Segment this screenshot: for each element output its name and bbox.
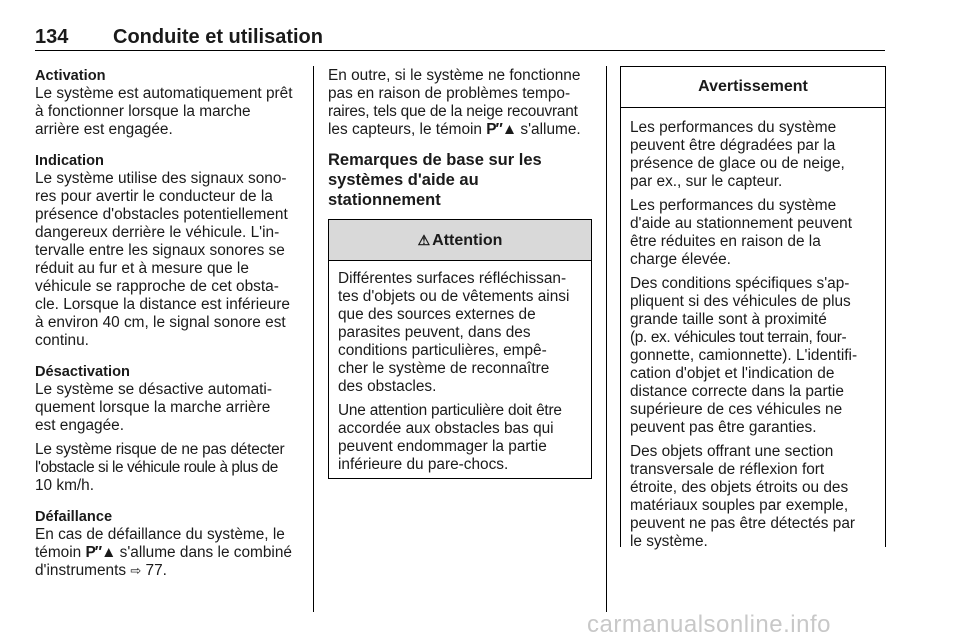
- section-heading: Défaillance: [35, 509, 113, 525]
- page-header: [35, 26, 885, 51]
- text-line: tes d'objets ou de vêtements ainsi: [338, 288, 570, 305]
- text-fragment: s'allume dans le combiné: [115, 544, 292, 561]
- page-number: 134: [35, 26, 69, 48]
- page-reference-link[interactable]: 77.: [141, 562, 167, 579]
- text-line: peuvent pas être garanties.: [630, 419, 817, 436]
- text-line: grande taille sont à proximité: [630, 311, 827, 328]
- text-line: [328, 121, 593, 139]
- text-line: être réduites en raison de la: [630, 233, 821, 250]
- watermark: carmanualsonline.info: [587, 611, 831, 638]
- text-line: continu.: [35, 332, 89, 349]
- text-line: conditions particulières, empê-: [338, 342, 547, 359]
- text-line: stationnement: [328, 191, 441, 209]
- text-line: quement lorsque la marche arrière: [35, 399, 271, 416]
- intro-text: [328, 67, 593, 139]
- text-line: Une attention particulière doit être: [338, 402, 562, 419]
- column-left: [35, 67, 300, 593]
- text-line: 10 km/h.: [35, 477, 95, 494]
- section-heading: Désactivation: [35, 364, 130, 380]
- text-line: parasites peuvent, dans des: [338, 324, 531, 341]
- text-line: Des objets offrant une section: [630, 443, 834, 460]
- text-line: véhicule se rapproche de cet obsta-: [35, 278, 279, 295]
- text-line: Remarques de base sur les: [328, 151, 542, 169]
- text-line: que des sources externes de: [338, 306, 536, 323]
- text-line: cher le système de reconnaître: [338, 360, 550, 377]
- section-defaillance: [35, 508, 300, 580]
- attention-box-header: [329, 220, 591, 261]
- text-line: Le système risque de ne pas détecter: [35, 441, 285, 458]
- text-line: pas en raison de problèmes tempo-: [328, 85, 571, 102]
- text-line: arrière est engagée.: [35, 121, 173, 138]
- warning-text: [630, 119, 876, 191]
- text-fragment: témoin: [35, 544, 86, 561]
- text-line: Des conditions spécifiques s'ap-: [630, 275, 850, 292]
- text-line: tervalle entre les signaux sonores se: [35, 242, 285, 259]
- text-line: réduit au fur et à mesure que le: [35, 260, 249, 277]
- text-line: Les performances du système: [630, 197, 837, 214]
- text-line: à fonctionner lorsque la marche: [35, 103, 251, 120]
- page-reference-arrow-icon[interactable]: ⇨: [130, 563, 142, 578]
- text-line: d'aide au stationnement peuvent: [630, 215, 852, 232]
- text-line: charge élevée.: [630, 251, 731, 268]
- section-text: [35, 170, 300, 350]
- text-line: En outre, si le système ne fonctionne: [328, 67, 581, 84]
- text-fragment: s'allume.: [516, 121, 581, 138]
- attention-box: [328, 219, 592, 479]
- text-line: dangereux derrière le véhicule. L'in-: [35, 224, 280, 241]
- text-line: (p. ex. véhicules tout terrain, four-: [630, 329, 847, 346]
- attention-title: Attention: [432, 232, 503, 249]
- text-line: supérieure de ces véhicules ne: [630, 401, 843, 418]
- text-line: des obstacles.: [338, 378, 437, 395]
- attention-box-body: [329, 261, 591, 474]
- section-desactivation: [35, 363, 300, 495]
- text-line: Le système se désactive automati-: [35, 381, 272, 398]
- section-text: [35, 441, 300, 495]
- warning-text: [630, 197, 876, 269]
- text-line: peuvent ne pas être détectés par: [630, 515, 856, 532]
- parking-assist-indicator-icon: P″▲: [85, 544, 116, 561]
- column-divider-right: [606, 66, 607, 612]
- section-text: [35, 85, 300, 139]
- text-line: peuvent endommager la partie: [338, 438, 547, 455]
- section-heading: Activation: [35, 68, 106, 84]
- text-line: gonnette, camionnette). L'identifi-: [630, 347, 858, 364]
- column-divider-left: [313, 66, 314, 612]
- text-line: systèmes d'aide au: [328, 171, 479, 189]
- text-line: présence de glace ou de neige,: [630, 155, 845, 172]
- text-line: présence d'obstacles potentiellement: [35, 206, 288, 223]
- text-line: est engagée.: [35, 417, 124, 434]
- column-middle: [328, 67, 593, 210]
- section-heading-remarques: [328, 150, 593, 210]
- text-line: l'obstacle si le véhicule roule à plus de: [35, 459, 278, 476]
- text-line: inférieure du pare-chocs.: [338, 456, 509, 473]
- text-fragment: les capteurs, le témoin: [328, 121, 487, 138]
- text-line: peuvent être dégradées par la: [630, 137, 836, 154]
- attention-text: [338, 402, 582, 474]
- warning-box-body: [621, 108, 885, 551]
- section-activation: [35, 67, 300, 139]
- text-line: Différentes surfaces réfléchissan-: [338, 270, 567, 287]
- warning-triangle-icon: ⚠: [417, 232, 431, 248]
- text-line: accordée aux obstacles bas qui: [338, 420, 554, 437]
- text-line: par ex., sur le capteur.: [630, 173, 783, 190]
- section-indication: [35, 152, 300, 350]
- section-text: [35, 381, 300, 435]
- text-line: res pour avertir le conducteur de la: [35, 188, 273, 205]
- text-line: raires, tels que de la neige recouvrant: [328, 103, 578, 120]
- warning-text: [630, 275, 876, 437]
- text-line: distance correcte dans la partie: [630, 383, 844, 400]
- section-heading: Indication: [35, 153, 104, 169]
- text-line: Le système utilise des signaux sono-: [35, 170, 287, 187]
- parking-assist-indicator-icon: P″▲: [486, 121, 517, 138]
- warning-box-header: Avertissement: [621, 67, 885, 108]
- text-line: [35, 562, 300, 580]
- attention-text: [338, 270, 582, 396]
- warning-text: [630, 443, 876, 551]
- text-line: cation d'objet et l'indication de: [630, 365, 835, 382]
- text-line: étroite, des objets étroits ou des: [630, 479, 849, 496]
- text-line: à environ 40 cm, le signal sonore est: [35, 314, 286, 331]
- text-line: cle. Lorsque la distance est inférieure: [35, 296, 290, 313]
- text-line: pliquent si des véhicules de plus: [630, 293, 851, 310]
- text-line: Le système est automatiquement prêt: [35, 85, 293, 102]
- page-title: Conduite et utilisation: [113, 26, 323, 48]
- text-line: matériaux souples par exemple,: [630, 497, 849, 514]
- text-line: En cas de défaillance du système, le: [35, 526, 285, 543]
- text-line: le système.: [630, 533, 708, 550]
- text-line: Les performances du système: [630, 119, 837, 136]
- warning-box: [620, 66, 886, 550]
- section-text: [35, 526, 300, 580]
- text-line: transversale de réflexion fort: [630, 461, 825, 478]
- text-line: [35, 544, 300, 562]
- text-fragment: d'instruments: [35, 562, 131, 579]
